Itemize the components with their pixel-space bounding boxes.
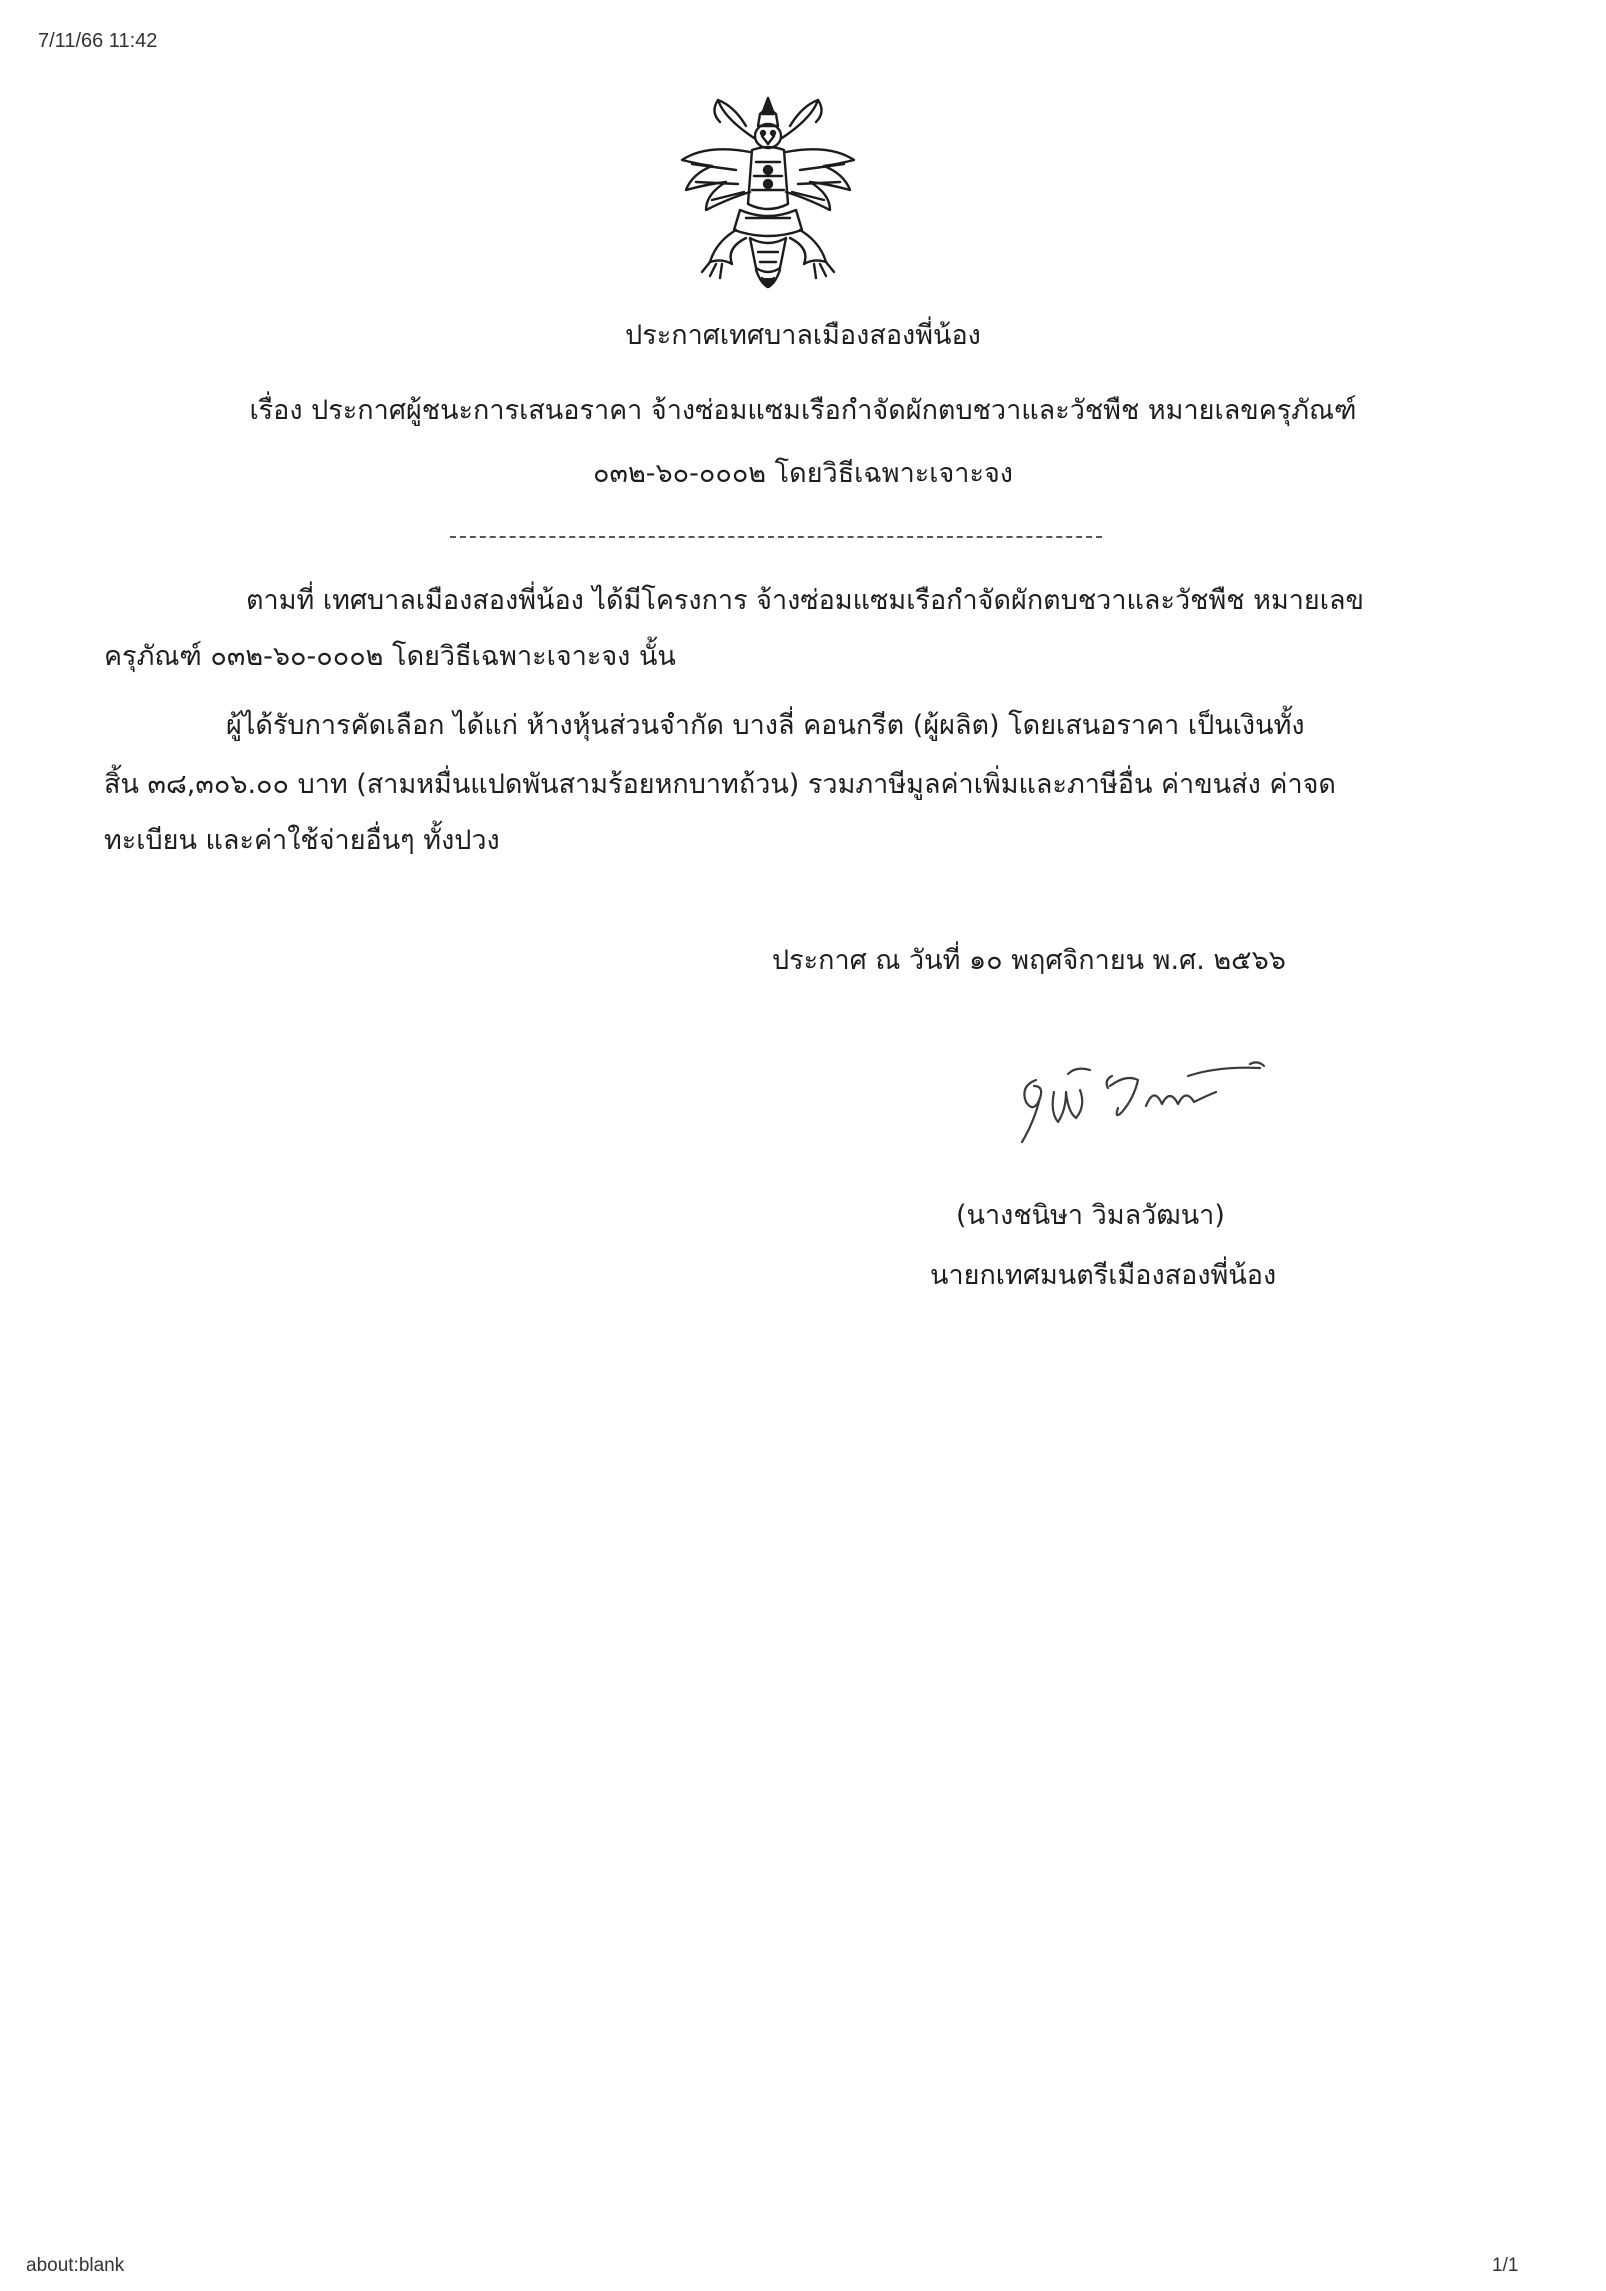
print-url: about:blank (26, 2255, 125, 2276)
print-page-number: 1/1 (1492, 2255, 1519, 2276)
announcement-subject-line-1: เรื่อง ประกาศผู้ชนะการเสนอราคา จ้างซ่อมแซมเรือกำจัดผักตบชวาและวัชพืช หมายเลขครุภัณฑ์ (249, 395, 1357, 426)
signer-title: นายกเทศมนตรีเมืองสองพี่น้อง (930, 1260, 1277, 1291)
paragraph-2-line-1: ผู้ได้รับการคัดเลือก ได้แก่ ห้างหุ้นส่วนจำกัด บางลี่ คอนกรีต (ผู้ผลิต) โดยเสนอราคา เป็นเงินทั้ง (226, 710, 1305, 741)
paragraph-2-line-2: สิ้น ๓๘,๓๐๖.๐๐ บาท (สามหมื่นแปดพันสามร้อยหกบาทถ้วน) รวมภาษีมูลค่าเพิ่มและภาษีอื่น ค่าขนส่ง ค่าจด (104, 769, 1336, 800)
handwritten-signature-icon (1010, 1046, 1276, 1148)
announcement-subject-line-2: ๐๓๒-๖๐-๐๐๐๒ โดยวิธีเฉพาะเจาะจง (593, 458, 1013, 489)
signer-name: (นางชนิษา วิมลวัฒนา) (956, 1200, 1225, 1231)
announcement-title: ประกาศเทศบาลเมืองสองพี่น้อง (625, 320, 981, 351)
title-separator (450, 536, 1102, 538)
garuda-emblem-icon (676, 92, 860, 324)
paragraph-2-line-3: ทะเบียน และค่าใช้จ่ายอื่นๆ ทั้งปวง (104, 825, 500, 856)
print-timestamp: 7/11/66 11:42 (38, 30, 158, 52)
paragraph-1-line-1: ตามที่ เทศบาลเมืองสองพี่น้อง ได้มีโครงการ จ้างซ่อมแซมเรือกำจัดผักตบชวาและวัชพืช หมายเลข (246, 585, 1364, 616)
paragraph-1-line-2: ครุภัณฑ์ ๐๓๒-๖๐-๐๐๐๒ โดยวิธีเฉพาะเจาะจง นั้น (104, 641, 676, 672)
announcement-date: ประกาศ ณ วันที่ ๑๐ พฤศจิกายน พ.ศ. ๒๕๖๖ (772, 945, 1286, 976)
